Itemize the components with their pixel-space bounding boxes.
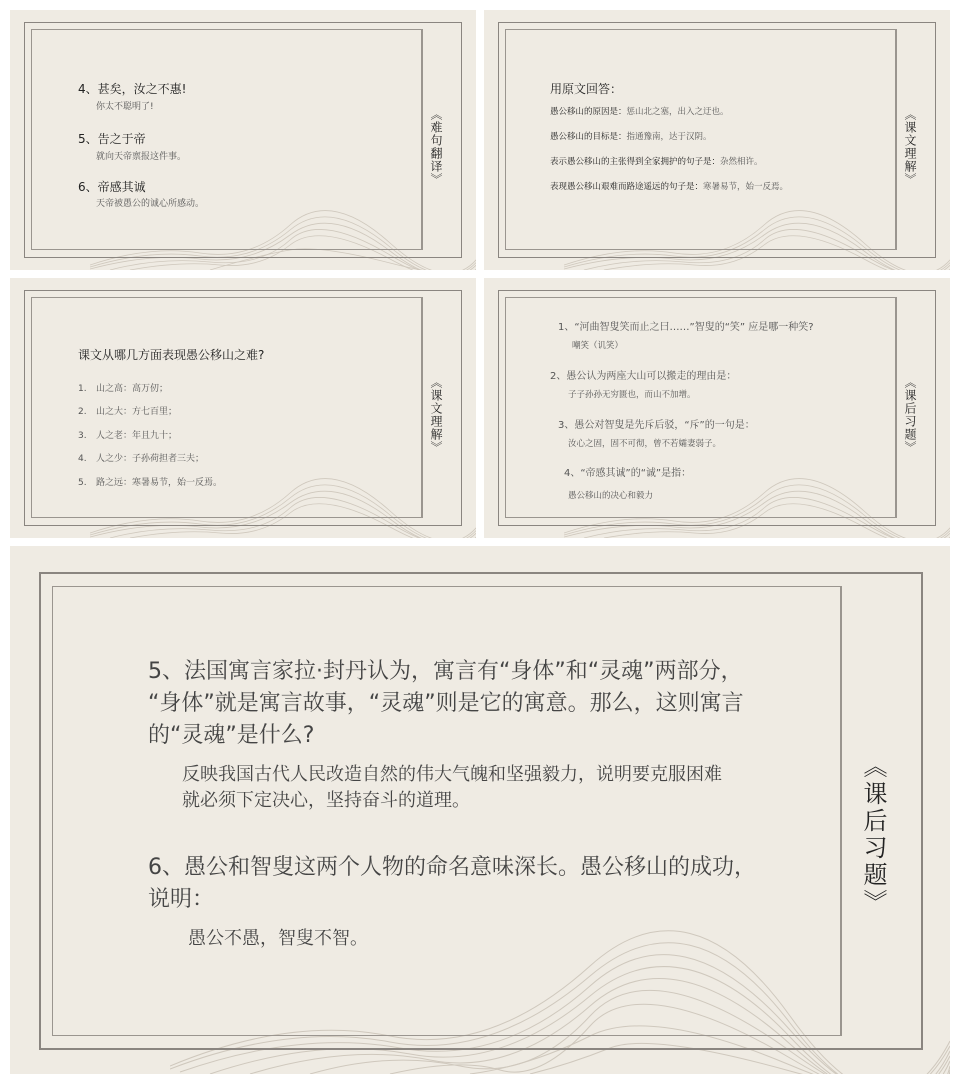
question-line: 说明： <box>148 887 215 912</box>
question-line: 5、法国寓言家拉·封丹认为，寓言有“身体”和“灵魂”两部分， <box>148 659 743 684</box>
list-text: 人之老：年且九十； <box>96 431 178 441</box>
answer-line: 反映我国古代人民改造自然的伟大气魄和坚强毅力，说明要克服困难 <box>182 764 722 785</box>
sentence-head: 4、甚矣，汝之不惠! <box>78 82 187 96</box>
answer-text: 杂然相许。 <box>720 157 763 167</box>
question-line: “身体”就是寓言故事，“灵魂”则是它的寓意。那么，这则寓言 <box>148 691 744 716</box>
question-line: 6、愚公和智叟这两个人物的命名意味深长。愚公移山的成功， <box>148 855 756 880</box>
answer-row <box>550 180 788 192</box>
exercise-question: 1、“河曲智叟笑而止之曰……”智叟的“笑” 应是哪一种笑? <box>558 322 814 333</box>
sentence-translation: 天帝被愚公的诚心所感动。 <box>96 199 205 209</box>
answer-text: 指通豫南，达于汉阴。 <box>626 132 712 142</box>
list-text: 路之远：寒暑易节，始一反焉。 <box>96 478 223 488</box>
answer-label: 表现愚公移山艰难而路途遥远的句子是： <box>550 182 704 192</box>
section-title: 《课后习题》 <box>903 376 917 454</box>
list-item <box>78 475 222 488</box>
exercise-question: 3、愚公对智叟是先斥后驳，“斥”的一句是： <box>558 420 755 431</box>
slide-difficult-sentences <box>10 10 476 270</box>
section-title: 《课后习题》 <box>859 754 887 916</box>
sentence-translation: 就向天帝禀报这件事。 <box>96 152 187 162</box>
section-title: 《课文理解》 <box>429 376 443 454</box>
exercise-question: 4、“帝感其诚”的“诚”是指： <box>564 468 692 479</box>
exercise-answer: 愚公移山的决心和毅力 <box>568 491 654 501</box>
answer-line: 就必须下定决心，坚持奋斗的道理。 <box>182 790 470 811</box>
exercise-5-question <box>148 656 744 752</box>
list-text: 人之少：子孙荷担者三夫； <box>96 454 205 464</box>
exercise-5-answer <box>182 762 722 814</box>
sentence-head: 5、告之于帝 <box>78 132 146 146</box>
sentence-head: 6、帝感其诚 <box>78 180 146 194</box>
exercise-6-answer: 愚公不愚，智叟不智。 <box>188 928 368 949</box>
list-number: 4. <box>78 454 87 464</box>
answer-row <box>550 105 729 117</box>
slide-question: 课文从哪几方面表现愚公移山之难? <box>78 348 265 362</box>
answer-label: 愚公移山的目标是： <box>550 132 627 142</box>
answer-label: 愚公移山的原因是： <box>550 107 627 117</box>
exercise-6-question <box>148 852 756 916</box>
answer-row <box>550 130 712 142</box>
list-text: 山之大：方七百里； <box>96 407 178 417</box>
list-item <box>78 451 204 464</box>
exercise-answer: 嘲笑（讥笑） <box>572 341 624 351</box>
exercise-question: 2、愚公认为两座大山可以搬走的理由是： <box>550 371 737 382</box>
answer-text: 寒暑易节，始一反焉。 <box>703 182 789 192</box>
section-title: 《难句翻译》 <box>429 108 443 186</box>
answer-row <box>550 155 763 167</box>
sentence-translation: 你太不聪明了! <box>96 102 154 112</box>
answer-text: 惩山北之塞，出入之迂也。 <box>626 107 729 117</box>
list-item <box>78 404 177 417</box>
list-number: 1. <box>78 384 87 394</box>
exercise-answer: 汝心之固，固不可彻，曾不若孀妻弱子。 <box>568 439 722 449</box>
slide-text-understanding-2 <box>10 278 476 538</box>
answer-label: 表示愚公移山的主张得到全家拥护的句子是： <box>550 157 721 167</box>
list-number: 3. <box>78 431 87 441</box>
slide-heading: 用原文回答： <box>550 82 623 96</box>
slide-exercises-1 <box>484 278 950 538</box>
question-line: 的“灵魂”是什么? <box>148 723 315 748</box>
section-title: 《课文理解》 <box>903 108 917 186</box>
list-item <box>78 381 168 394</box>
list-item <box>78 428 177 441</box>
slide-exercises-2 <box>10 546 950 1074</box>
list-number: 5. <box>78 478 87 488</box>
exercise-answer: 子子孙孙无穷匮也，而山不加增。 <box>568 390 696 400</box>
list-text: 山之高：高万仞； <box>96 384 169 394</box>
list-number: 2. <box>78 407 87 417</box>
slide-text-understanding-1 <box>484 10 950 270</box>
